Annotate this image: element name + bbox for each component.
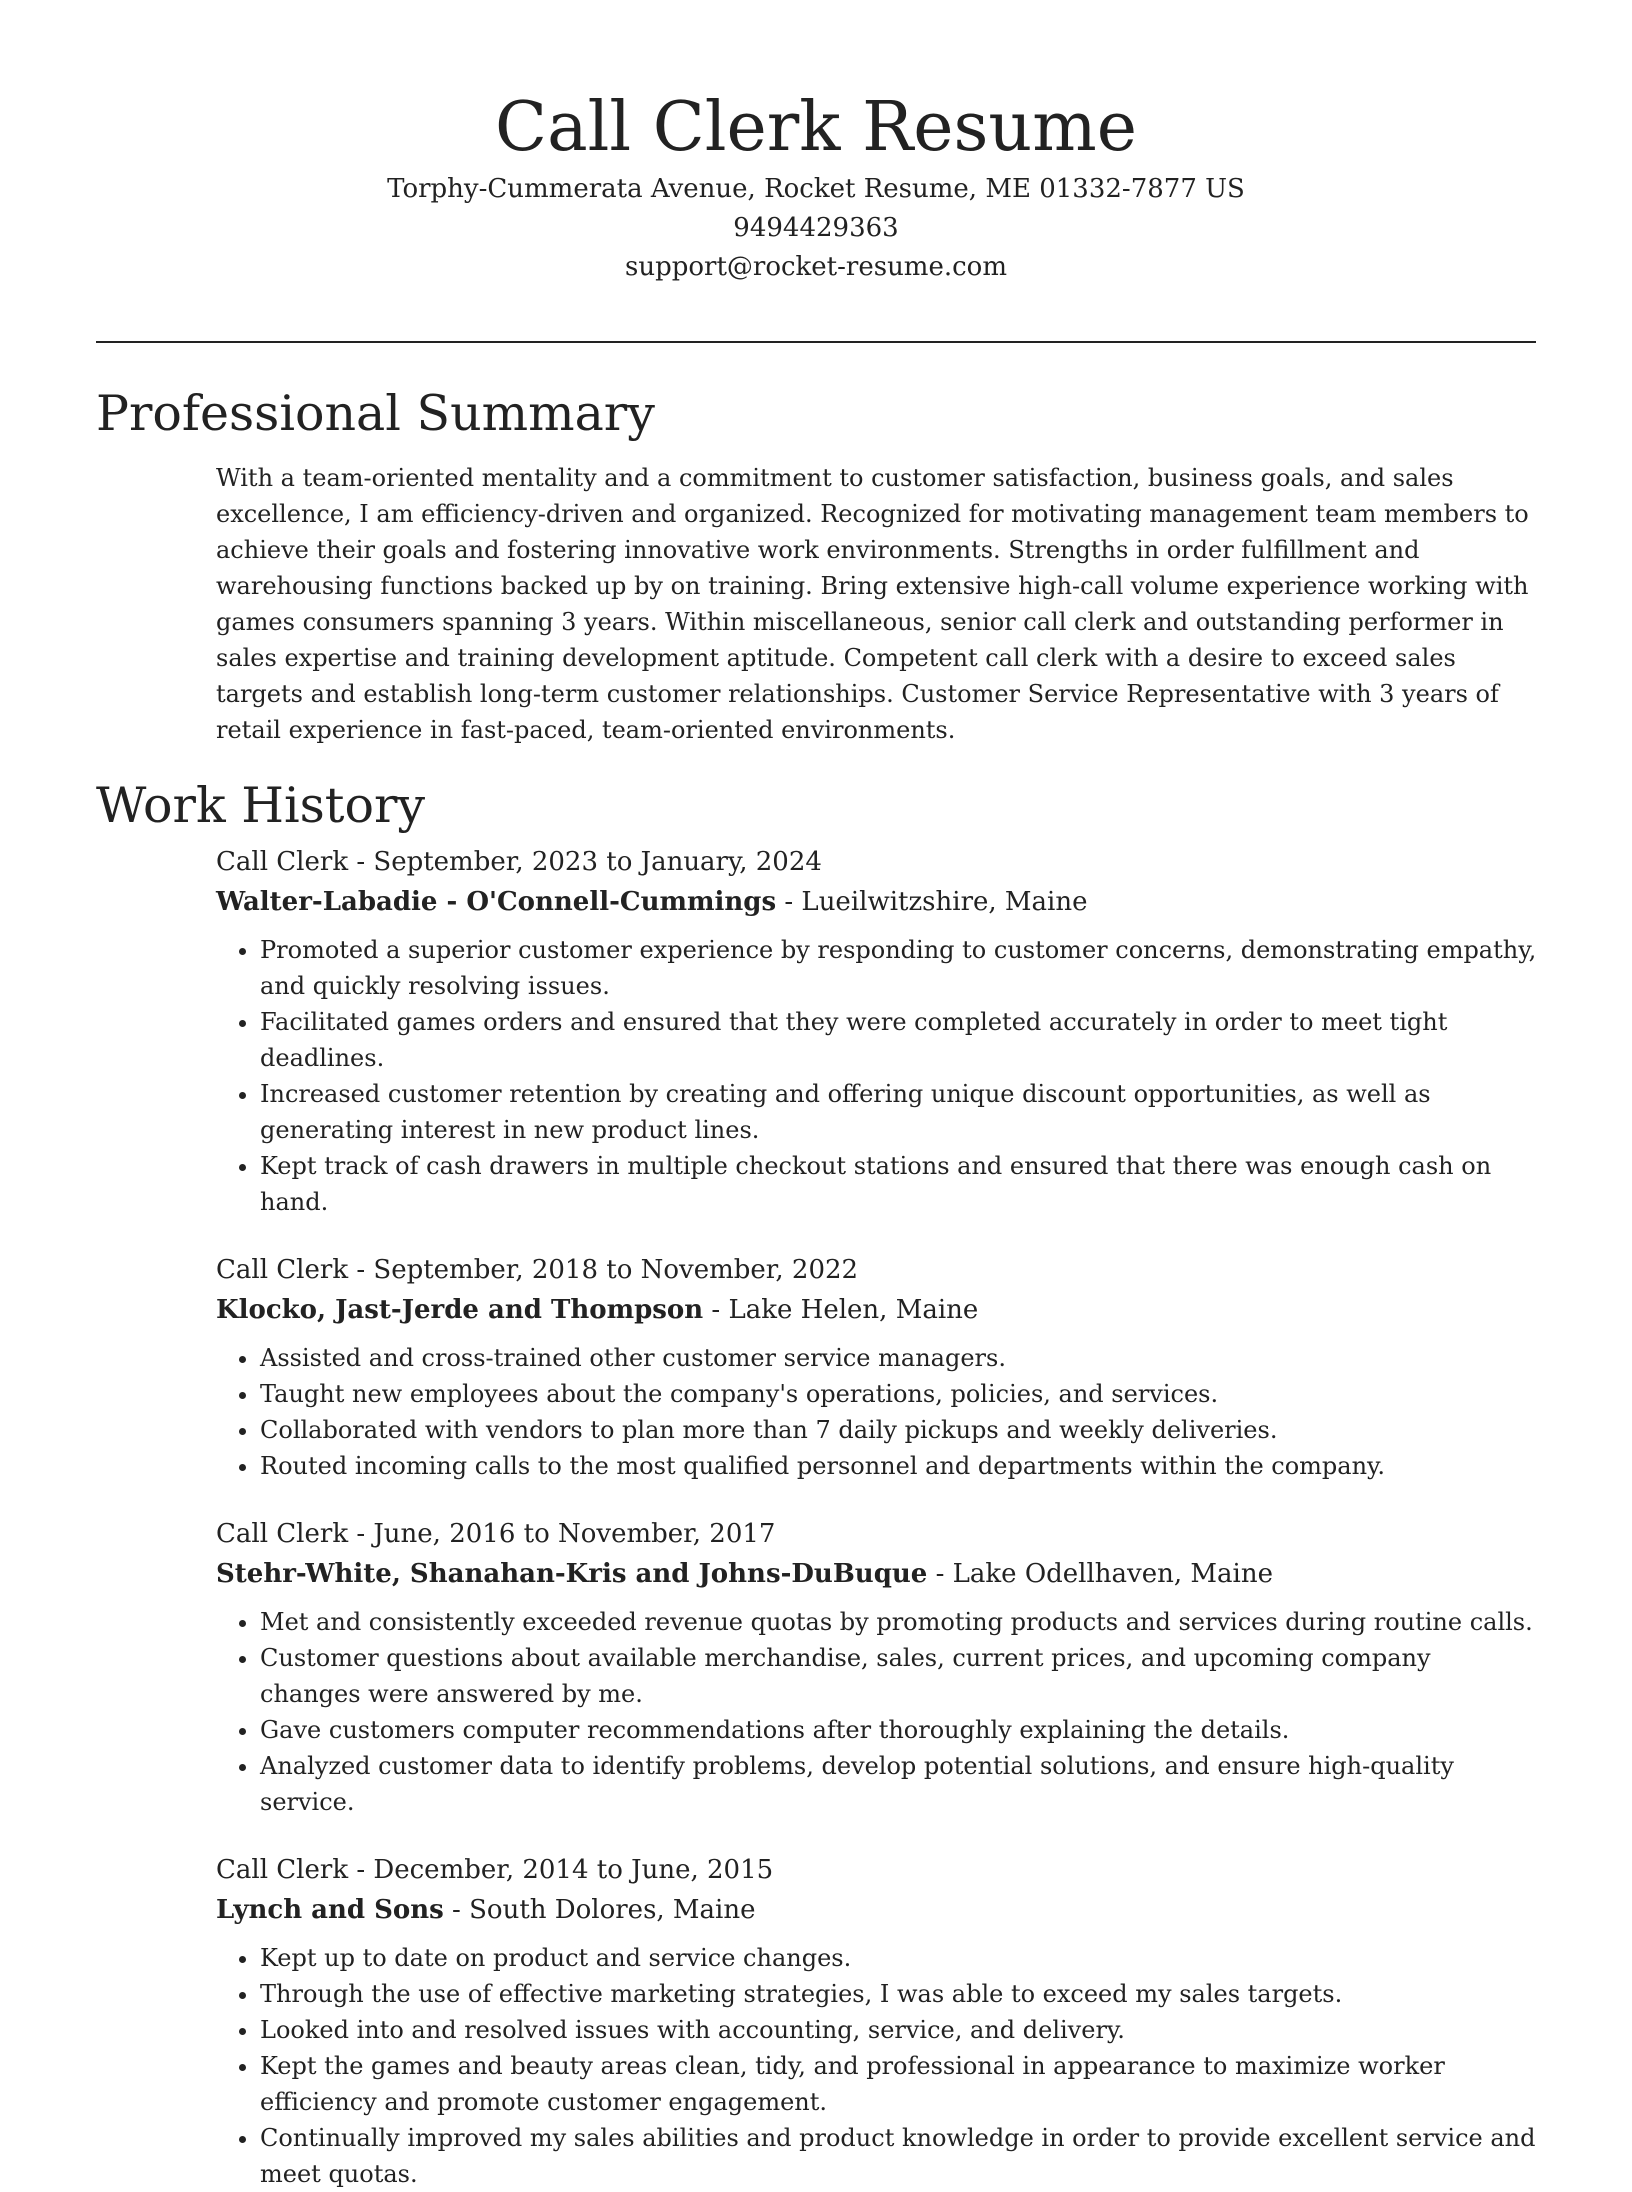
job-employer: Klocko, Jast-Jerde and Thompson — [216, 1295, 704, 1325]
summary-text: With a team-oriented mentality and a commitment to customer satisfaction, business goals, and sales excellence, I am efficiency-driven and organized. Recognized for motivating management team members to achieve their goals and fostering innovative work environments. Strengths in order fulfillment and warehousing functions backed up by on training. Bring extensive high-call volume experience working with games consumers spanning 3 years. Within miscellaneous, senior call clerk and outstanding performer in sales expertise and training development aptitude. Competent call clerk with a desire to exceed sales targets and establish long-term customer relationships. Customer Service Representative with 3 years of retail experience in fast-paced, team-oriented environments. — [216, 464, 1529, 744]
job-location: - Lueilwitzshire, Maine — [776, 887, 1088, 917]
contact-address: Torphy-Cummerata Avenue, Rocket Resume, ME 01332-7877 US — [387, 174, 1245, 204]
contact-email: support@rocket-resume.com — [624, 252, 1007, 282]
job-title-dates: Call Clerk - June, 2016 to November, 2017 — [216, 1519, 776, 1549]
job-bullets — [216, 932, 1538, 1220]
job-title-dates: Call Clerk - September, 2023 to January, 2024 — [216, 847, 822, 877]
job-title-dates: Call Clerk - September, 2018 to November, 2022 — [216, 1255, 859, 1285]
contact-phone: 9494429363 — [733, 213, 899, 243]
job-location: - Lake Odellhaven, Maine — [927, 1559, 1273, 1589]
job-employer: Lynch and Sons — [216, 1895, 444, 1925]
job-entry — [216, 842, 1538, 1220]
job-employer: Walter-Labadie - O'Connell-Cummings — [216, 887, 777, 917]
job-company-line — [216, 1890, 1538, 1930]
job-employer: Stehr-White, Shanahan-Kris and Johns-DuBuque — [216, 1559, 928, 1589]
job-entry — [216, 1250, 1538, 1484]
work-history-section — [96, 770, 1536, 2192]
resume-header — [0, 0, 1632, 287]
job-bullet: • Met and consistently exceeded revenue quotas by promoting products and services during routine calls. — [260, 1604, 1538, 1640]
job-bullets — [216, 1340, 1538, 1484]
resume-content — [96, 378, 1536, 2192]
professional-summary-section — [96, 378, 1536, 748]
job-bullet: • Continually improved my sales abilities and product knowledge in order to provide excellent service and meet quotas. — [260, 2120, 1538, 2192]
job-title-dates: Call Clerk - December, 2014 to June, 2015 — [216, 1855, 774, 1885]
job-bullet: • Customer questions about available merchandise, sales, current prices, and upcoming company changes were answered by me. — [260, 1640, 1538, 1712]
job-bullet: • Kept the games and beauty areas clean, tidy, and professional in appearance to maximize worker efficiency and promote customer engagement. — [260, 2048, 1538, 2120]
job-location: - Lake Helen, Maine — [703, 1295, 979, 1325]
job-entry — [216, 1514, 1538, 1820]
job-company-line — [216, 882, 1538, 922]
job-bullet: • Assisted and cross-trained other customer service managers. — [260, 1340, 1538, 1376]
job-bullet: • Promoted a superior customer experience by responding to customer concerns, demonstrating empathy, and quickly resolving issues. — [260, 932, 1538, 1004]
job-location: - South Dolores, Maine — [443, 1895, 756, 1925]
job-bullet: • Kept track of cash drawers in multiple checkout stations and ensured that there was enough cash on hand. — [260, 1148, 1538, 1220]
job-company-line — [216, 1554, 1538, 1594]
job-bullet: • Looked into and resolved issues with accounting, service, and delivery. — [260, 2012, 1538, 2048]
job-company-line — [216, 1290, 1538, 1330]
job-bullet: • Collaborated with vendors to plan more than 7 daily pickups and weekly deliveries. — [260, 1412, 1538, 1448]
job-bullet: • Gave customers computer recommendations after thoroughly explaining the details. — [260, 1712, 1538, 1748]
job-bullet: • Kept up to date on product and service changes. — [260, 1940, 1538, 1976]
job-bullet: • Routed incoming calls to the most qualified personnel and departments within the company. — [260, 1448, 1538, 1484]
work-history-heading: Work History — [96, 777, 426, 834]
job-bullet: • Facilitated games orders and ensured that they were completed accurately in order to meet tight deadlines. — [260, 1004, 1538, 1076]
job-entry — [216, 1850, 1538, 2192]
job-bullet: • Increased customer retention by creating and offering unique discount opportunities, as well as generating interest in new product lines. — [260, 1076, 1538, 1148]
job-bullet: • Taught new employees about the company's operations, policies, and services. — [260, 1376, 1538, 1412]
job-bullet: • Analyzed customer data to identify problems, develop potential solutions, and ensure high-quality service. — [260, 1748, 1538, 1820]
resume-title: Call Clerk Resume — [495, 88, 1137, 167]
summary-heading: Professional Summary — [96, 385, 655, 442]
job-bullets — [216, 1940, 1538, 2192]
job-bullet: • Through the use of effective marketing strategies, I was able to exceed my sales targets. — [260, 1976, 1538, 2012]
header-divider — [96, 341, 1536, 343]
job-bullets — [216, 1604, 1538, 1820]
